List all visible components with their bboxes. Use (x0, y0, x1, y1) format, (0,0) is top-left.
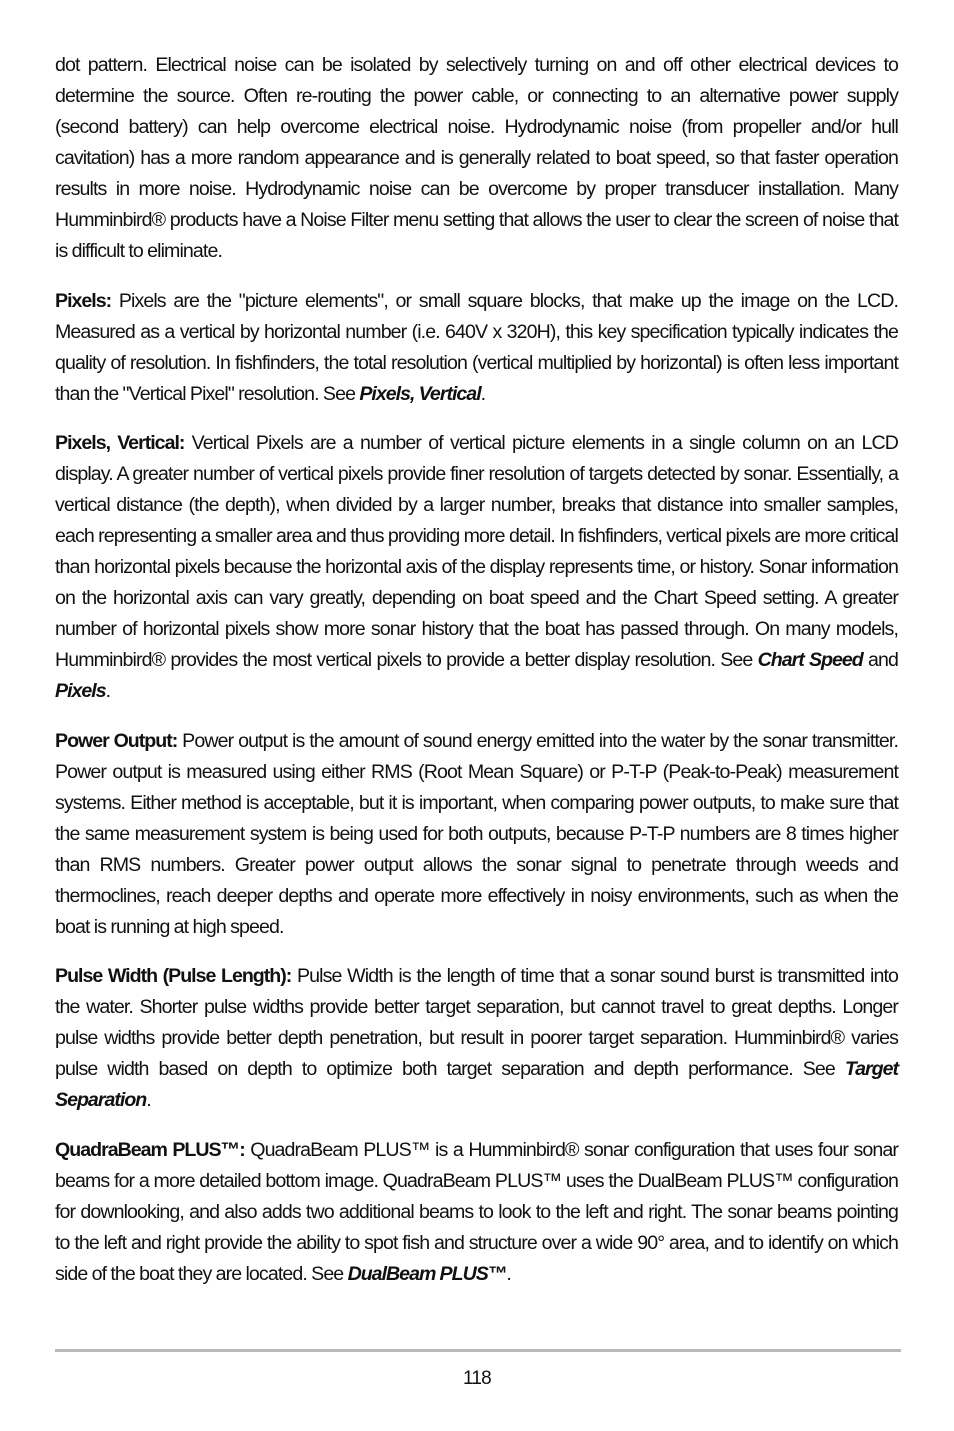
glossary-entry-power-output (55, 726, 898, 943)
glossary-definition: Pixels are the "picture elements", or small square blocks, that make up the image on the LCD. Measured as a vertical by horizontal number (i.e. 640V x 320H), this key specification typically indicates the quality of resolution. In fishfinders, the total resolution (vertical multiplied by horizontal) is often less important than the "Vertical Pixel" resolution. See (55, 289, 898, 405)
sentence-end: . (146, 1089, 151, 1111)
cross-reference: Pixels (55, 680, 106, 702)
glossary-definition: QuadraBeam PLUS™ is a Humminbird® sonar configuration that uses four sonar beams for a more detailed bottom image. QuadraBeam PLUS™ uses the DualBeam PLUS™ configuration for downlooking, and also adds two additional beams to look to the left and right. The sonar beams pointing to the left and right provide the ability to spot fish and structure over a wide 90° area, and to identify on which side of the boat they are located. See (55, 1138, 898, 1285)
paragraph-noise-continued (55, 50, 898, 267)
glossary-term: QuadraBeam PLUS™: (55, 1138, 245, 1161)
footer-divider (55, 1349, 901, 1352)
page-number: 118 (463, 1368, 491, 1389)
glossary-term: Power Output: (55, 729, 178, 752)
glossary-definition: Power output is the amount of sound energy emitted into the water by the sonar transmitter. Power output is measured using either RMS (Root Mean Square) or P-T-P (Peak-to-Peak) measurement systems. Either method is acceptable, but it is important, when comparing power outputs, to make sure that the same measurement system is being used for both outputs, because P-T-P numbers are 8 times higher than RMS numbers. Greater power output allows the sonar signal to penetrate through weeds and thermoclines, reach deeper depths and operate more effectively in noisy environments, such as when the boat is running at high speed. (55, 729, 898, 938)
cross-reference: Chart Speed (757, 649, 863, 671)
page-body (55, 50, 898, 1308)
glossary-term: Pixels: (55, 289, 112, 312)
glossary-entry-quadrabeam-plus (55, 1135, 898, 1290)
glossary-definition: Pulse Width is the length of time that a sonar sound burst is transmitted into the water. Shorter pulse widths provide better target separation, but cannot travel to great depths. Longer pulse widths provide better depth penetration, but result in poorer target separation. Humminbird® varies pulse width based on depth to optimize both target separation and depth performance. See (55, 965, 898, 1080)
glossary-entry-pixels (55, 286, 898, 410)
glossary-entry-pixels-vertical (55, 428, 898, 707)
sentence-end: . (105, 680, 111, 702)
glossary-term: Pixels, Vertical: (55, 432, 185, 454)
sentence-end: . (480, 382, 486, 405)
glossary-definition: Vertical Pixels are a number of vertical picture elements in a single column on an LCD display. A greater number of vertical pixels provide finer resolution of targets detected by sonar. Essentially, a vertical distance (the depth), when divided by a larger number, breaks that distance into smaller samples, each representing a smaller area and thus providing more detail. In fishfinders, vertical pixels are more critical than horizontal pixels because the horizontal axis of the display represents time, or history. Sonar information on the horizontal axis can vary greatly, depending on boat speed and the Chart Speed setting. A greater number of horizontal pixels show more sonar history that the boat has passed through. On many models, Humminbird® provides the most vertical pixels to provide a better display resolution. See (55, 432, 898, 671)
glossary-term: Pulse Width (Pulse Length): (55, 965, 292, 987)
cross-reference: DualBeam PLUS™ (347, 1262, 507, 1285)
cross-reference: Target Separation (55, 1058, 898, 1111)
cross-reference: Pixels, Vertical (359, 382, 481, 405)
conjunction: and (862, 649, 898, 671)
paragraph-text: dot pattern. Electrical noise can be isolated by selectively turning on and off other electrical devices to determine the source. Often re-routing the power cable, or connecting to an alternative power supply (second battery) can help overcome electrical noise. Hydrodynamic noise (from propeller and/or hull cavitation) has a more random appearance and is generally related to boat speed, so that faster operation results in more noise. Hydrodynamic noise can be overcome by proper transducer installation. Many Humminbird® products have a Noise Filter menu setting that allows the user to clear the screen of noise that is difficult to eliminate. (55, 54, 898, 262)
glossary-entry-pulse-width (55, 961, 898, 1116)
sentence-end: . (506, 1262, 511, 1285)
